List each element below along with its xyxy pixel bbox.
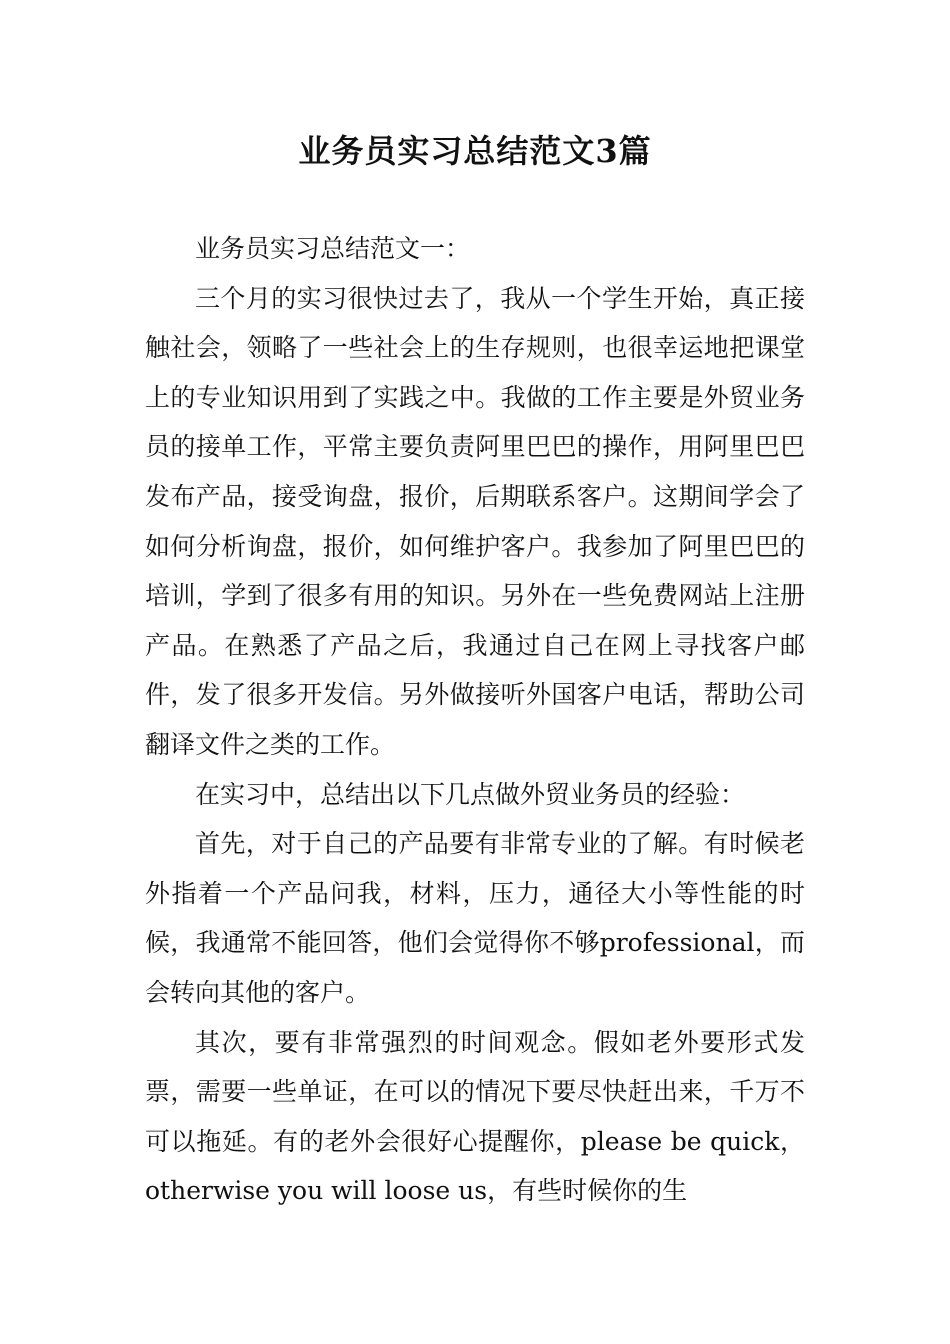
document-body: [145, 224, 805, 1216]
paragraph-experience-lead: 在实习中，总结出以下几点做外贸业务员的经验：: [195, 779, 746, 809]
paragraph-intro: 三个月的实习很快过去了，我从一个学生开始，真正接触社会，领略了一些社会上的生存规则，也很幸运地把课堂上的专业知识用到了实践之中。我做的工作主要是外贸业务员的接单工作，平常主要负责阿里巴巴的操作，用阿里巴巴发布产品，接受询盘，报价，后期联系客户。这期间学会了如何分析询盘，报价，如何维护客户。我参加了阿里巴巴的培训，学到了很多有用的知识。另外在一些免费网站上注册产品。在熟悉了产品之后，我通过自己在网上寻找客户邮件，发了很多开发信。另外做接听外国客户电话，帮助公司翻译文件之类的工作。: [145, 283, 805, 759]
paragraph-subheading: 业务员实习总结范文一：: [195, 234, 471, 263]
paragraph-second-point: 其次，要有非常强烈的时间观念。假如老外要形式发票，需要一些单证，在可以的情况下要尽快赶出来，千万不可以拖延。有的老外会很好心提醒你，please be quick，otherwise you will loose us，有些时候你的生: [145, 1027, 805, 1206]
paragraph-first-point: 首先，对于自己的产品要有非常专业的了解。有时候老外指着一个产品问我，材料，压力，通径大小等性能的时候，我通常不能回答，他们会觉得你不够professional，而会转向其他的客户。: [145, 829, 805, 1007]
document-title: 业务员实习总结范文3篇: [298, 132, 652, 170]
